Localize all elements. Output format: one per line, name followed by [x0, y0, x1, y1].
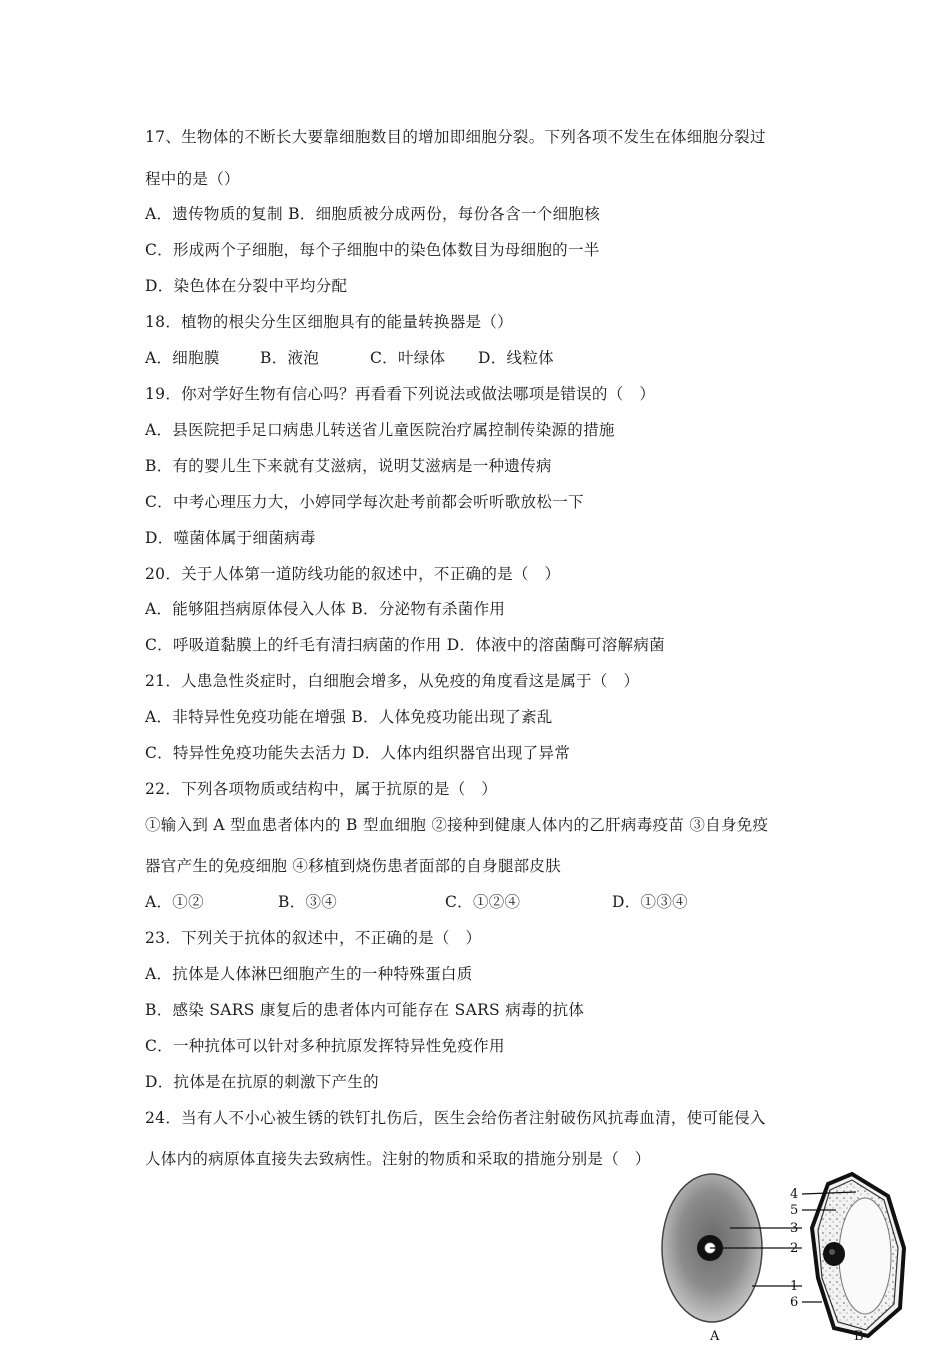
q18-option-d: D．线粒体 [478, 349, 554, 367]
callout-6: 6 [790, 1295, 799, 1310]
label-cell-b: B [854, 1329, 864, 1344]
callout-2: 2 [790, 1241, 799, 1256]
q17-options-ab: A．遗传物质的复制 B．细胞质被分成两份，每份各含一个细胞核 [145, 205, 601, 223]
q23-option-c: C．一种抗体可以针对多种抗原发挥特异性免疫作用 [145, 1037, 505, 1055]
cell-diagram [660, 1168, 920, 1344]
plant-cell-b-nucleolus [829, 1249, 835, 1255]
q24-stem-line2: 人体内的病原体直接失去致病性。注射的物质和采取的措施分别是（ ） [145, 1150, 651, 1168]
q22-items-line2: 器官产生的免疫细胞 ④移植到烧伤患者面部的自身腿部皮肤 [145, 857, 562, 875]
q19-option-c: C．中考心理压力大，小婷同学每次赴考前都会听听歌放松一下 [145, 493, 584, 511]
label-cell-a: A [710, 1329, 720, 1344]
q20-options-cd: C．呼吸道黏膜上的纤毛有清扫病菌的作用 D．体液中的溶菌酶可溶解病菌 [145, 636, 665, 654]
q17-stem-line2: 程中的是（） [145, 170, 240, 188]
q19-option-d: D．噬菌体属于细菌病毒 [145, 529, 316, 547]
q19-stem: 19．你对学好生物有信心吗？再看看下列说法或做法哪项是错误的（ ） [145, 385, 656, 403]
cell-diagram-svg [660, 1168, 920, 1344]
q21-stem: 21．人患急性炎症时，白细胞会增多，从免疫的角度看这是属于（ ） [145, 672, 640, 690]
q20-stem: 20．关于人体第一道防线功能的叙述中，不正确的是（ ） [145, 565, 561, 583]
q18-options [145, 347, 554, 369]
q22-option-c: C．①②④ [445, 893, 521, 911]
q23-option-b: B．感染 SARS 康复后的患者体内可能存在 SARS 病毒的抗体 [145, 1001, 585, 1019]
q22-stem: 22．下列各项物质或结构中，属于抗原的是（ ） [145, 780, 498, 798]
q23-option-a: A．抗体是人体淋巴细胞产生的一种特殊蛋白质 [145, 965, 473, 983]
q17-option-c: C．形成两个子细胞，每个子细胞中的染色体数目为母细胞的一半 [145, 241, 600, 259]
q17-stem-line1: 17、生物体的不断长大要靠细胞数目的增加即细胞分裂。下列各项不发生在体细胞分裂过 [145, 128, 766, 146]
q23-stem: 23．下列关于抗体的叙述中，不正确的是（ ） [145, 929, 482, 947]
callout-5: 5 [790, 1203, 799, 1218]
q18-option-a: A．细胞膜 [145, 349, 220, 367]
q17-option-d: D．染色体在分裂中平均分配 [145, 277, 348, 295]
q21-options-cd: C．特异性免疫功能失去活力 D．人体内组织器官出现了异常 [145, 744, 571, 762]
q22-option-b: B．③④ [278, 893, 338, 911]
q18-stem: 18．植物的根尖分生区细胞具有的能量转换器是（） [145, 313, 513, 331]
q21-options-ab: A．非特异性免疫功能在增强 B．人体免疫功能出现了紊乱 [145, 708, 553, 726]
q22-options [145, 891, 688, 913]
q22-option-d: D．①③④ [612, 893, 688, 911]
q20-options-ab: A．能够阻挡病原体侵入人体 B．分泌物有杀菌作用 [145, 600, 506, 618]
q22-items-line1: ①输入到 A 型血患者体内的 B 型血细胞 ②接种到健康人体内的乙肝病毒疫苗 ③自身免疫 [145, 816, 769, 834]
callout-4: 4 [790, 1187, 799, 1202]
q19-option-b: B．有的婴儿生下来就有艾滋病，说明艾滋病是一种遗传病 [145, 457, 552, 475]
plant-cell-b-vacuole [839, 1198, 891, 1314]
callout-3: 3 [790, 1221, 799, 1236]
q18-option-b: B．液泡 [260, 349, 320, 367]
callout-1: 1 [790, 1279, 799, 1294]
q18-option-c: C．叶绿体 [370, 349, 446, 367]
q22-option-a: A．①② [145, 893, 204, 911]
q19-option-a: A．县医院把手足口病患儿转送省儿童医院治疗属控制传染源的措施 [145, 421, 615, 439]
q24-stem-line1: 24．当有人不小心被生锈的铁钉扎伤后，医生会给伤者注射破伤风抗毒血清，使可能侵入 [145, 1109, 766, 1127]
q23-option-d: D．抗体是在抗原的刺激下产生的 [145, 1073, 379, 1091]
